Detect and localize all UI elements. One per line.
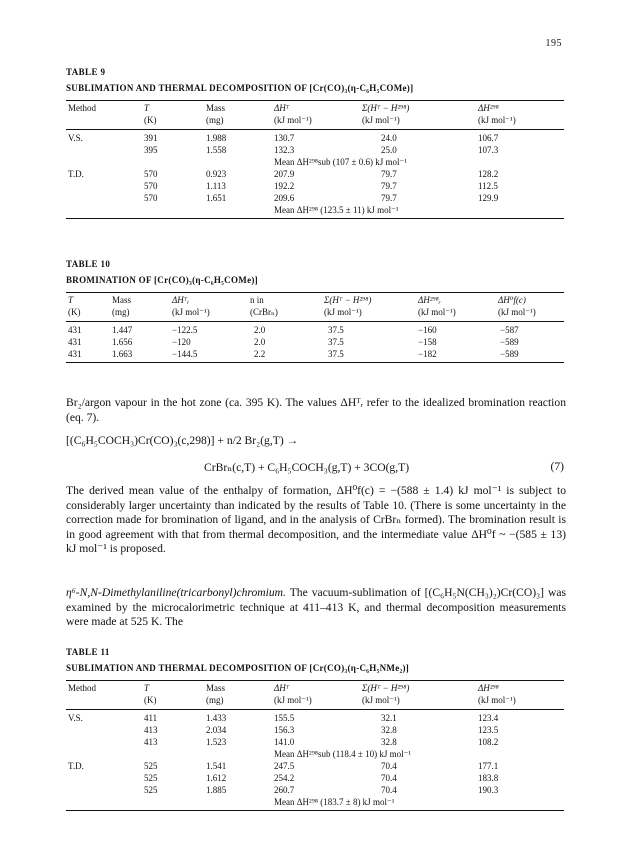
table-row: 413 1.523 141.0 32.8 108.2 <box>144 737 499 747</box>
table-row: V.S. 391 1.988 130.7 24.0 106.7 <box>68 133 499 143</box>
table-header <box>66 681 564 710</box>
header-method: Method <box>68 103 96 113</box>
header-dh-unit: (kJ mol⁻¹) <box>274 695 312 705</box>
header-sum: Σ(Hᵀ − H²⁹⁸) <box>362 683 410 693</box>
header-dh298-unit: (kJ mol⁻¹) <box>478 115 516 125</box>
table-row: 431 1.656 −120 2.0 37.5 −158 −589 <box>68 337 519 347</box>
table-row: T.D. 570 0.923 207.9 79.7 128.2 <box>68 169 499 179</box>
header-dhf: ΔH⁰f(c) <box>498 295 526 305</box>
header-method: Method <box>68 683 96 693</box>
mean-row: Mean ΔH²⁹⁸sub (107 ± 0.6) kJ mol⁻¹ <box>274 157 407 167</box>
table-row: 570 1.651 209.6 79.7 129.9 <box>144 193 499 203</box>
header-t-unit: (K) <box>144 115 157 125</box>
equation-number: (7) <box>550 460 564 473</box>
table-caption: SUBLIMATION AND THERMAL DECOMPOSITION OF [Cr(CO)₃(η-C₆H₅COMe)] <box>66 83 414 93</box>
header-t-unit: (K) <box>68 307 81 317</box>
header-dh: ΔHᵀ <box>274 683 290 693</box>
table-row: V.S. 411 1.433 155.5 32.1 123.4 <box>68 713 499 723</box>
compound-name: η⁶-N,N-Dimethylaniline(tricarbonyl)chromium. <box>66 586 286 599</box>
paragraph-text: The vacuum-sublimation of [(C₆H₅N(CH₃)₂)Cr(CO)₃] was examined by the microcalorimetric technique at 411–413 K, and thermal decomposition measurements were made at 525 K. The <box>66 586 566 628</box>
header-mass-unit: (mg) <box>112 307 130 317</box>
table-header <box>66 293 564 322</box>
paragraph-bromination-intro: Br₂/argon vapour in the hot zone (ca. 395 K). The values ΔHᵀᵣ refer to the idealized bromination reaction (eq. 7). <box>66 396 566 424</box>
table-header <box>66 101 564 130</box>
header-t: T <box>68 295 74 305</box>
paragraph-enthalpy: The derived mean value of the enthalpy of formation, ΔH⁰f(c) = −(588 ± 1.4) kJ mol⁻¹ is subject to considerably larger uncertainty than indicated by the results of Table 10. (There is some uncertainty in the correction made for bromination of ligand, and in the analysis of CrBrₙ formed). The bromination result is in good agreement with that from thermal decomposition, and the intermediate value ΔH⁰f ~ −(585 ± 13) kJ mol⁻¹ is proposed. <box>66 484 566 555</box>
data-table <box>66 680 564 811</box>
header-dh: ΔHᵀᵣ <box>172 295 190 305</box>
table-row: 525 1.885 260.7 70.4 190.3 <box>144 785 499 795</box>
table-label: TABLE 10 <box>66 259 111 269</box>
header-dh298-unit: (kJ mol⁻¹) <box>478 695 516 705</box>
mean-row: Mean ΔH²⁹⁸sub (118.4 ± 10) kJ mol⁻¹ <box>274 749 412 759</box>
header-sum-unit: (kJ mol⁻¹) <box>324 307 362 317</box>
header-sum-unit: (kJ mol⁻¹) <box>362 115 400 125</box>
header-dh298: ΔH²⁹⁸ <box>478 103 499 113</box>
table-row: T.D. 525 1.541 247.5 70.4 177.1 <box>68 761 499 771</box>
table-caption: SUBLIMATION AND THERMAL DECOMPOSITION OF [Cr(CO)₃(η-C₆H₅NMe₂)] <box>66 663 410 673</box>
header-sum-unit: (kJ mol⁻¹) <box>362 695 400 705</box>
table-9 <box>66 66 564 219</box>
equation-line-2: CrBrₙ(c,T) + C₆H₅COCH₃(g,T) + 3CO(g,T) <box>204 461 410 474</box>
header-mass-unit: (mg) <box>206 115 224 125</box>
header-n: n in <box>250 295 264 305</box>
paragraph-dimethylaniline <box>66 586 566 630</box>
table-caption: BROMINATION OF [Cr(CO)₃(η-C₆H₅COMe)] <box>66 275 258 285</box>
header-mass: Mass <box>206 683 226 693</box>
data-table <box>66 100 564 219</box>
header-mass: Mass <box>112 295 132 305</box>
header-mass: Mass <box>206 103 226 113</box>
header-t: T <box>144 683 150 693</box>
header-dhf-unit: (kJ mol⁻¹) <box>498 307 536 317</box>
table-row: 431 1.447 −122.5 2.0 37.5 −160 −587 <box>68 325 519 335</box>
header-dh298: ΔH²⁹⁸ᵣ <box>418 295 441 305</box>
header-dh298: ΔH²⁹⁸ <box>478 683 499 693</box>
table-row: 570 1.113 192.2 79.7 112.5 <box>144 181 498 191</box>
header-t-unit: (K) <box>144 695 157 705</box>
table-row: 413 2.034 156.3 32.8 123.5 <box>144 725 499 735</box>
mean-row: Mean ΔH²⁹⁸ (183.7 ± 8) kJ mol⁻¹ <box>274 797 395 807</box>
header-dh-unit: (kJ mol⁻¹) <box>172 307 210 317</box>
table-10 <box>66 258 564 363</box>
header-dh: ΔHᵀ <box>274 103 290 113</box>
data-table <box>66 292 564 363</box>
table-row: 525 1.612 254.2 70.4 183.8 <box>144 773 499 783</box>
table-row: 395 1.558 132.3 25.0 107.3 <box>144 145 499 155</box>
equation-line-1: [(C₆H₅COCH₃)Cr(CO)₃(c,298)] + n/2 Br₂(g,T) → <box>66 434 299 447</box>
header-mass-unit: (mg) <box>206 695 224 705</box>
mean-row: Mean ΔH²⁹⁸ (123.5 ± 11) kJ mol⁻¹ <box>274 205 399 215</box>
header-dh-unit: (kJ mol⁻¹) <box>274 115 312 125</box>
header-sum: Σ(Hᵀ − H²⁹⁸) <box>324 295 372 305</box>
table-row: 431 1.663 −144.5 2.2 37.5 −182 −589 <box>68 349 519 359</box>
table-label: TABLE 9 <box>66 67 106 77</box>
header-dh298-unit: (kJ mol⁻¹) <box>418 307 456 317</box>
table-11 <box>66 646 564 811</box>
page-number: 195 <box>545 38 562 49</box>
header-sum: Σ(Hᵀ − H²⁹⁸) <box>362 103 410 113</box>
header-t: T <box>144 103 150 113</box>
table-label: TABLE 11 <box>66 647 110 657</box>
header-n-unit: (CrBrₙ) <box>250 307 278 317</box>
